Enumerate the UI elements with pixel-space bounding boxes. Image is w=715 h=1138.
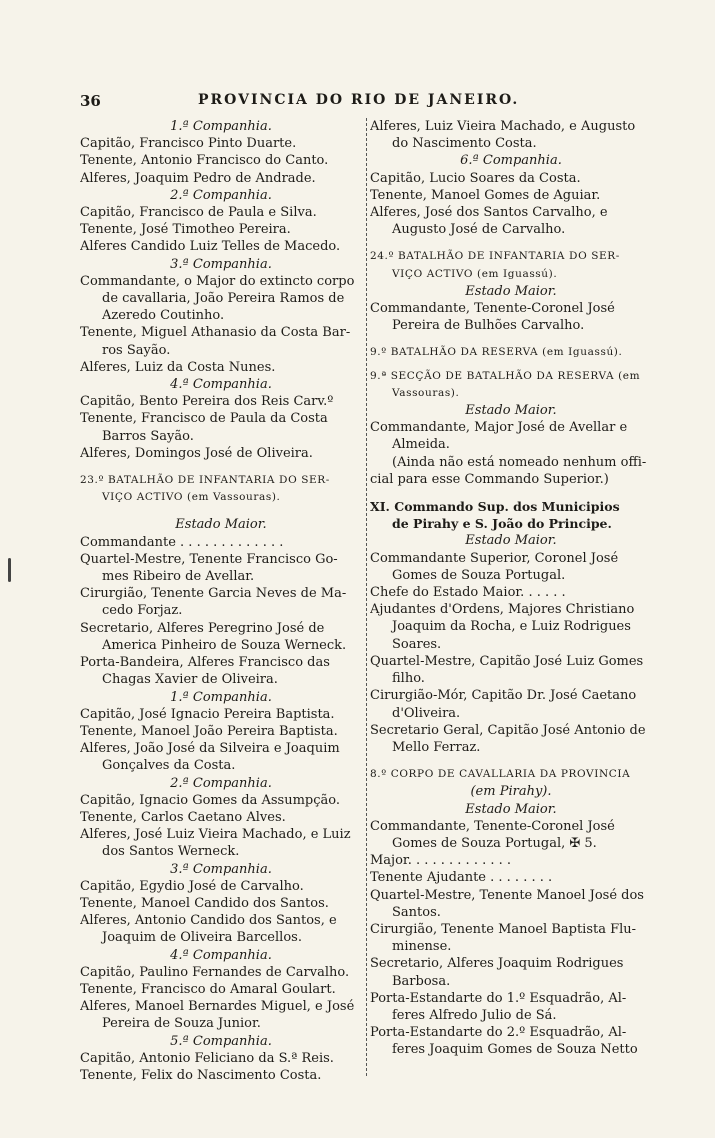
left-column-line: dos Santos Werneck. xyxy=(102,844,240,860)
left-column-line: Tenente, Francisco de Paula da Costa xyxy=(80,411,328,427)
left-column-line: 2.ª Companhia. xyxy=(170,187,272,203)
right-column-line: Porta-Estandarte do 2.º Esquadrão, Al- xyxy=(370,1025,627,1041)
left-column-line: mes Ribeiro de Avellar. xyxy=(102,569,255,585)
stray-mark xyxy=(8,558,11,582)
right-column-line: Estado Maior. xyxy=(465,283,557,299)
left-column-line: Capitão, Antonio Feliciano da S.ª Reis. xyxy=(80,1050,334,1066)
left-column-line: Gonçalves da Costa. xyxy=(102,758,236,774)
left-column-line: Alferes, Manoel Bernardes Miguel, e José xyxy=(80,999,355,1015)
right-column-line: Soares. xyxy=(392,636,442,652)
left-column-line: Alferes, João José da Silveira e Joaquim xyxy=(80,741,340,757)
right-column xyxy=(370,118,652,1059)
right-column-line: de Pirahy e S. João do Principe. xyxy=(392,516,612,532)
left-column-line: Tenente, José Timotheo Pereira. xyxy=(80,222,291,238)
left-column-line: ros Sayão. xyxy=(102,342,171,358)
left-column-line: Tenente, Antonio Francisco do Canto. xyxy=(80,153,329,169)
right-column-line: Commandante, Tenente-Coronel José xyxy=(370,301,615,317)
left-column-line: Commandante, o Major do extincto corpo xyxy=(80,273,355,289)
right-column-line: feres Alfredo Julio de Sá. xyxy=(392,1007,557,1023)
left-column-line: 4.ª Companhia. xyxy=(170,947,272,963)
left-column-line: de cavallaria, João Pereira Ramos de xyxy=(102,291,345,307)
right-column-line: Mello Ferraz. xyxy=(392,739,481,755)
right-column-line: Pereira de Bulhões Carvalho. xyxy=(392,318,585,334)
right-column-line: Quartel-Mestre, Tenente Manoel José dos xyxy=(370,887,644,903)
right-column-line: 9.º BATALHÃO DA RESERVA (em Iguassú). xyxy=(370,346,623,359)
right-column-line: filho. xyxy=(392,671,425,687)
left-column-line: Capitão, Bento Pereira dos Reis Carv.º xyxy=(80,394,334,410)
right-column-line: Estado Maior. xyxy=(465,533,557,549)
left-column-line: 4.ª Companhia. xyxy=(170,377,272,393)
left-column-line: 23.º BATALHÃO DE INFANTARIA DO SER- xyxy=(80,474,330,487)
left-column-line: America Pinheiro de Souza Werneck. xyxy=(102,637,347,653)
column-divider xyxy=(366,118,368,1076)
left-column-line: Alferes, Joaquim Pedro de Andrade. xyxy=(80,170,316,186)
left-column-line: Alferes Candido Luiz Telles de Macedo. xyxy=(80,239,341,255)
left-column-line: Pereira de Souza Junior. xyxy=(102,1016,261,1032)
right-column-line: Augusto José de Carvalho. xyxy=(392,222,566,238)
right-column-line: Vassouras). xyxy=(392,386,460,399)
right-column-line: Chefe do Estado Maior. . . . . . xyxy=(370,585,566,601)
left-column-line: Cirurgião, Tenente Garcia Neves de Ma- xyxy=(80,586,347,602)
right-column-line: Porta-Estandarte do 1.º Esquadrão, Al- xyxy=(370,990,627,1006)
left-column-line: Barros Sayão. xyxy=(102,428,194,444)
right-column-line: Cirurgião-Mór, Capitão Dr. José Caetano xyxy=(370,688,637,704)
left-column-line: Tenente, Francisco do Amaral Goulart. xyxy=(80,981,336,997)
right-column-line: Cirurgião, Tenente Manoel Baptista Flu- xyxy=(370,921,637,937)
left-column xyxy=(80,118,362,1084)
right-column-line: Major. . . . . . . . . . . . . xyxy=(370,853,512,869)
right-column-line: do Nascimento Costa. xyxy=(392,136,537,152)
left-column-line: 2.ª Companhia. xyxy=(170,775,272,791)
right-column-line: Estado Maior. xyxy=(465,403,557,419)
left-column-line: cedo Forjaz. xyxy=(102,603,183,619)
right-column-line: Tenente, Manoel Gomes de Aguiar. xyxy=(370,187,601,203)
left-column-line: Alferes, Domingos José de Oliveira. xyxy=(80,445,313,461)
right-column-line: Commandante Superior, Coronel José xyxy=(370,550,619,566)
left-column-line: Capitão, Paulino Fernandes de Carvalho. xyxy=(80,964,350,980)
left-column-line: Porta-Bandeira, Alferes Francisco das xyxy=(80,655,330,671)
right-column-line: d'Oliveira. xyxy=(392,705,461,721)
left-column-line: Secretario, Alferes Peregrino José de xyxy=(80,620,325,636)
left-column-line: Tenente, Manoel Candido dos Santos. xyxy=(80,895,329,911)
left-column-line: Capitão, José Ignacio Pereira Baptista. xyxy=(80,706,335,722)
right-column-line: Secretario, Alferes Joaquim Rodrigues xyxy=(370,956,624,972)
left-column-line: VIÇO ACTIVO (em Vassouras). xyxy=(102,491,281,504)
left-column-line: Quartel-Mestre, Tenente Francisco Go- xyxy=(80,551,338,567)
left-column-line: Alferes, Antonio Candido dos Santos, e xyxy=(80,913,337,929)
right-column-line: Ajudantes d'Ordens, Majores Christiano xyxy=(370,602,635,618)
left-column-line: Alferes, Luiz da Costa Nunes. xyxy=(80,359,276,375)
right-column-line: Capitão, Lucio Soares da Costa. xyxy=(370,170,581,186)
right-column-line: Alferes, José dos Santos Carvalho, e xyxy=(370,205,608,221)
left-column-line: 3.ª Companhia. xyxy=(170,256,272,272)
left-column-line: 3.ª Companhia. xyxy=(170,861,272,877)
right-column-line: Commandante, Tenente-Coronel José xyxy=(370,818,615,834)
right-column-line: Tenente Ajudante . . . . . . . . xyxy=(370,870,553,886)
right-column-line: 9.ª SECÇÃO DE BATALHÃO DA RESERVA (em xyxy=(370,369,641,382)
left-column-line: Capitão, Egydio José de Carvalho. xyxy=(80,878,304,894)
page-number: 36 xyxy=(80,92,101,110)
left-column-line: Capitão, Ignacio Gomes da Assumpção. xyxy=(80,792,340,808)
right-column-line: feres Joaquim Gomes de Souza Netto xyxy=(392,1042,638,1058)
right-column-line: XI. Commando Sup. dos Municipios xyxy=(370,499,620,515)
right-column-line: Commandante, Major José de Avellar e xyxy=(370,420,628,436)
left-column-line: Alferes, José Luiz Vieira Machado, e Luiz xyxy=(80,827,351,843)
right-column-line: Almeida. xyxy=(392,437,450,453)
left-column-line: 1.ª Companhia. xyxy=(170,689,272,705)
left-column-line: Tenente, Manoel João Pereira Baptista. xyxy=(80,723,338,739)
right-column-line: Joaquim da Rocha, e Luiz Rodrigues xyxy=(392,619,631,635)
right-column-line: 24.º BATALHÃO DE INFANTARIA DO SER- xyxy=(370,250,620,263)
left-column-line: Commandante . . . . . . . . . . . . . xyxy=(80,534,284,550)
right-column-line: VIÇO ACTIVO (em Iguassú). xyxy=(392,267,558,280)
right-column-line: Barbosa. xyxy=(392,973,451,989)
left-column-line: Azeredo Coutinho. xyxy=(102,308,225,324)
left-column-line: Tenente, Miguel Athanasio da Costa Bar- xyxy=(80,325,351,341)
right-column-line: cial para esse Commando Superior.) xyxy=(370,471,609,487)
right-column-line: Santos. xyxy=(392,904,441,920)
right-column-line: 6.ª Companhia. xyxy=(460,153,562,169)
left-column-line: Capitão, Francisco Pinto Duarte. xyxy=(80,136,297,152)
right-column-line: Quartel-Mestre, Capitão José Luiz Gomes xyxy=(370,653,644,669)
right-column-line: 8.º CORPO DE CAVALLARIA DA PROVINCIA xyxy=(370,768,631,781)
page-title: PROVINCIA DO RIO DE JANEIRO. xyxy=(198,92,520,108)
right-column-line: Gomes de Souza Portugal, ✠ 5. xyxy=(392,835,597,851)
left-column-line: Capitão, Francisco de Paula e Silva. xyxy=(80,205,317,221)
left-column-line: 1.ª Companhia. xyxy=(170,119,272,134)
left-column-line: Chagas Xavier de Oliveira. xyxy=(102,672,278,688)
right-column-line: Alferes, Luiz Vieira Machado, e Augusto xyxy=(370,119,636,134)
left-column-line: Tenente, Felix do Nascimento Costa. xyxy=(80,1067,322,1083)
left-column-line: Estado Maior. xyxy=(175,517,267,533)
right-column-line: Gomes de Souza Portugal. xyxy=(392,567,566,583)
left-column-line: 5.ª Companhia. xyxy=(170,1033,272,1049)
left-column-line: Joaquim de Oliveira Barcellos. xyxy=(102,930,302,946)
left-column-line: Tenente, Carlos Caetano Alves. xyxy=(80,809,286,825)
right-column-line: Secretario Geral, Capitão José Antonio de xyxy=(370,722,646,738)
right-column-line: (Ainda não está nomeado nenhum offi- xyxy=(392,454,647,470)
right-column-line: minense. xyxy=(392,939,452,955)
right-column-line: Estado Maior. xyxy=(465,801,557,817)
right-column-line: (em Pirahy). xyxy=(470,784,552,800)
